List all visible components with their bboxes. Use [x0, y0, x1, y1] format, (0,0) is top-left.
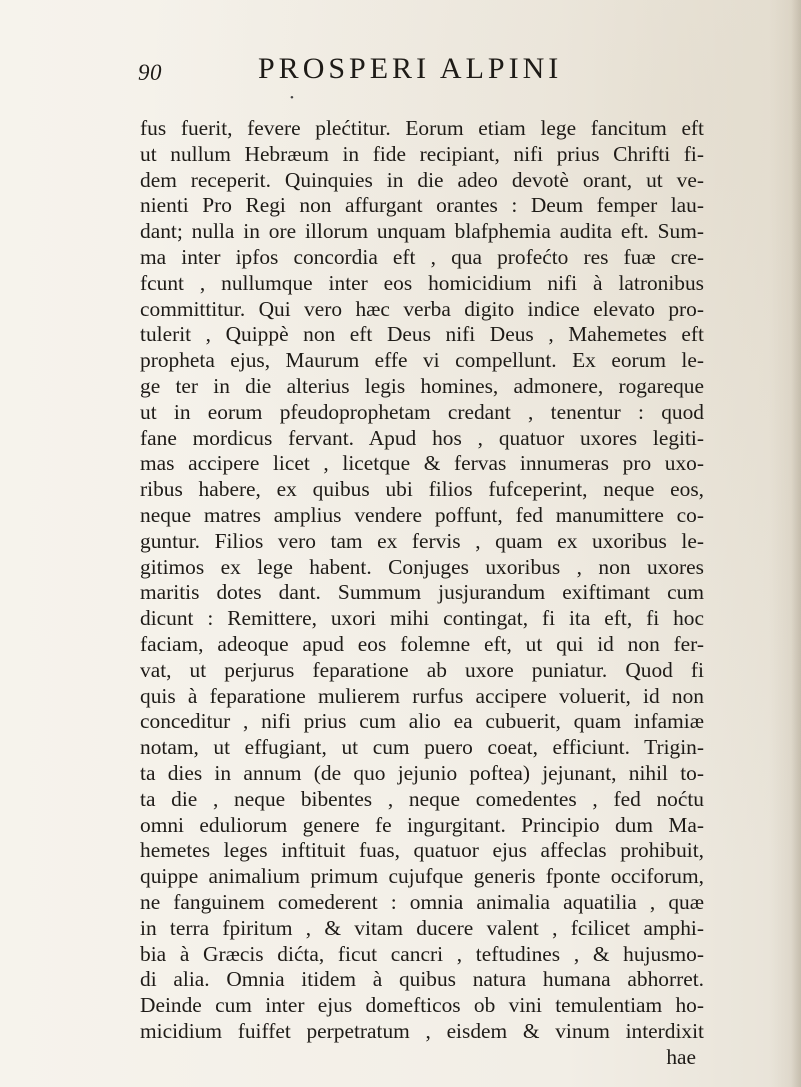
- text-line: ta die , neque bibentes , neque comedentes , fed noćtu: [140, 786, 704, 811]
- text-line: di alia. Omnia itidem à quibus natura humana abhorret.: [140, 967, 704, 992]
- text-line: quippe animalium primum cujufque generis fponte occiforum,: [140, 864, 704, 889]
- body-text: [140, 116, 704, 1070]
- text-line: propheta ejus, Maurum effe vi compellunt. Ex eorum le-: [140, 348, 704, 373]
- text-line: neque matres amplius vendere poffunt, fed manumittere co-: [140, 502, 704, 527]
- ornament-mark: •: [290, 92, 294, 104]
- text-line: ta dies in annum (de quo jejunio poftea) jejunant, nihil to-: [140, 760, 704, 785]
- text-line: hemetes leges inftituit fuas, quatuor ejus affeclas prohibuit,: [140, 838, 704, 863]
- text-line: tulerit , Quippè non eft Deus nifi Deus , Mahemetes eft: [140, 322, 704, 347]
- page-edge-shadow: [791, 0, 801, 1087]
- text-line: ma inter ipfos concordia eft , qua profećto res fuæ cre-: [140, 244, 704, 269]
- text-line: vat, ut perjurus feparatione ab uxore puniatur. Quod fi: [140, 657, 704, 682]
- text-line: gitimos ex lege habent. Conjuges uxoribus , non uxores: [140, 554, 704, 579]
- text-line: dem receperit. Quinquies in die adeo devotè orant, ut ve-: [140, 167, 704, 192]
- text-line: Deinde cum inter ejus domefticos ob vini temulentiam ho-: [140, 993, 704, 1018]
- text-line: dant; nulla in ore illorum unquam blafphemia audita eft. Sum-: [140, 219, 704, 244]
- text-line: omni eduliorum genere fe ingurgitant. Principio dum Ma-: [140, 812, 704, 837]
- text-line: ne fanguinem comederent : omnia animalia aquatilia , quæ: [140, 889, 704, 914]
- text-line: guntur. Filios vero tam ex fervis , quam ex uxoribus le-: [140, 528, 704, 553]
- text-line: ut nullum Hebræum in fide recipiant, nifi prius Chrifti fi-: [140, 141, 704, 166]
- text-line: notam, ut effugiant, ut cum puero coeat, efficiunt. Trigin-: [140, 735, 704, 760]
- text-line: fane mordicus fervant. Apud hos , quatuor uxores legiti-: [140, 425, 704, 450]
- text-line: micidium fuiffet perpetratum , eisdem & vinum interdixit: [140, 1018, 704, 1043]
- catchword: hae: [666, 1044, 696, 1069]
- text-line: dicunt : Remittere, uxori mihi contingat, fi ita eft, fi hoc: [140, 606, 704, 631]
- text-line: faciam, adeoque apud eos folemne eft, ut qui id non fer-: [140, 631, 704, 656]
- text-line: fus fuerit, fevere plećtitur. Eorum etiam lege fancitum eft: [140, 116, 704, 140]
- text-line: ut in eorum pfeudoprophetam credant , tenentur : quod: [140, 399, 704, 424]
- text-line: committitur. Qui vero hæc verba digito indice elevato pro-: [140, 296, 704, 321]
- text-line: mas accipere licet , licetque & fervas innumeras pro uxo-: [140, 451, 704, 476]
- text-line: nienti Pro Regi non affurgant orantes : Deum femper lau-: [140, 193, 704, 218]
- page-header: [138, 50, 698, 90]
- page-number: 90: [138, 60, 162, 85]
- text-line: fcunt , nullumque inter eos homicidium nifi à latronibus: [140, 270, 704, 295]
- text-line: bia à Græcis dićta, ficut cancri , teftudines , & hujusmo-: [140, 941, 704, 966]
- text-line: ribus habere, ex quibus ubi filios fufceperint, neque eos,: [140, 477, 704, 502]
- text-line: in terra fpiritum , & vitam ducere valent , fcilicet amphi-: [140, 915, 704, 940]
- running-title: PROSPERI ALPINI: [258, 52, 563, 85]
- text-line: conceditur , nifi prius cum alio ea cubuerit, quam infamiæ: [140, 709, 704, 734]
- text-line: quis à feparatione mulierem rurfus accipere voluerit, id non: [140, 683, 704, 708]
- text-line: ge ter in die alterius legis homines, admonere, rogareque: [140, 373, 704, 398]
- text-line: maritis dotes dant. Summum jusjurandum exiftimant cum: [140, 580, 704, 605]
